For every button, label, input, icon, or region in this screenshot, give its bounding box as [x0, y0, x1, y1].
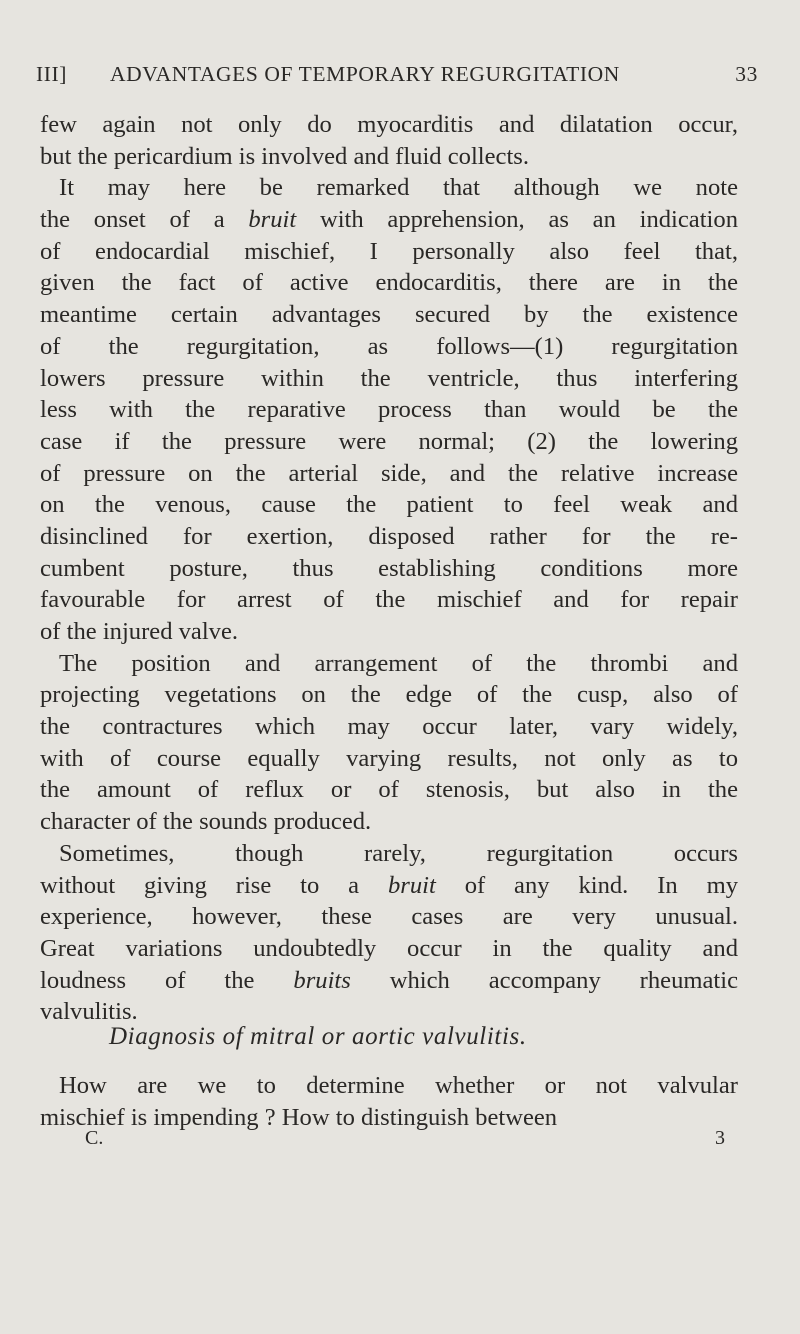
text-segment: few again not only do myocarditis and dilatation occur, — [40, 111, 738, 138]
text-line — [40, 933, 738, 965]
text-segment: with of course equally varying results, not only as to — [40, 744, 738, 772]
text-segment: without giving rise to a — [40, 871, 388, 899]
italic-term: bruit — [248, 206, 297, 234]
text-segment: cumbent posture, thus establishing conditions more — [40, 554, 738, 582]
text-line — [40, 584, 738, 616]
text-segment: How are we to determine whether or not valvular — [59, 1072, 738, 1099]
section-heading: Diagnosis of mitral or aortic valvulitis. — [109, 1023, 527, 1050]
text-line — [40, 965, 738, 997]
text-line — [40, 616, 738, 648]
text-segment: the amount of reflux or of stenosis, but also in the — [40, 776, 738, 804]
paragraph — [40, 838, 738, 1028]
text-line — [40, 743, 738, 775]
text-segment: the contractures which may occur later, vary widely, — [40, 713, 738, 741]
text-segment: loudness of the — [40, 966, 294, 994]
text-segment: experience, however, these cases are very unusual. — [40, 903, 738, 931]
paragraph — [40, 648, 738, 838]
text-segment: of the regurgitation, as follows—(1) regurgitation — [40, 332, 738, 360]
text-line — [40, 426, 738, 458]
text-line — [40, 870, 738, 902]
text-segment: character of the sounds produced. — [40, 808, 372, 836]
closing-paragraph — [40, 1070, 738, 1133]
text-segment: valvulitis. — [40, 998, 138, 1026]
text-segment: less with the reparative process than would be the — [40, 396, 738, 424]
chapter-marker: III] — [36, 62, 68, 86]
text-line — [40, 331, 738, 363]
text-segment: mischief is impending ? How to distinguish between — [40, 1103, 558, 1131]
text-segment: of any kind. In my — [435, 871, 738, 899]
text-segment: of the injured valve. — [40, 618, 239, 645]
text-segment: meantime certain advantages secured by the existence — [40, 301, 738, 329]
text-segment: disinclined for exertion, disposed rather for the re- — [40, 522, 738, 550]
text-line — [40, 1070, 738, 1102]
text-segment: which accompany rheumatic — [350, 966, 739, 994]
text-line — [40, 299, 738, 331]
text-segment: given the fact of active endocarditis, there are in the — [40, 269, 738, 297]
text-segment: projecting vegetations on the edge of the cusp, also of — [40, 681, 738, 709]
text-segment: case if the pressure were normal; (2) the lowering — [40, 427, 738, 455]
text-line — [40, 774, 738, 806]
text-line — [40, 711, 738, 743]
text-segment: on the venous, cause the patient to feel weak and — [40, 491, 738, 519]
text-segment: the onset of a — [40, 206, 249, 234]
text-line — [40, 648, 738, 680]
text-line — [40, 458, 738, 490]
text-line — [40, 204, 738, 236]
text-segment: lowers pressure within the ventricle, thus interfering — [40, 364, 738, 392]
text-line — [40, 553, 738, 585]
signature-mark: C. — [85, 1127, 104, 1149]
running-header — [36, 62, 758, 90]
text-segment: of endocardial mischief, I personally also feel that, — [40, 237, 738, 265]
text-line — [40, 363, 738, 395]
text-line — [40, 901, 738, 933]
paragraph — [40, 1070, 738, 1133]
text-line — [40, 267, 738, 299]
signature-number: 3 — [715, 1127, 725, 1149]
text-line — [40, 141, 738, 173]
running-title: ADVANTAGES OF TEMPORARY REGURGITATION — [110, 62, 620, 86]
text-segment: of pressure on the arterial side, and the relative increase — [40, 459, 738, 487]
text-segment: with apprehension, as an indication — [296, 206, 738, 234]
body-text — [40, 109, 738, 1028]
text-segment: Great variations undoubtedly occur in the quality and — [40, 934, 738, 962]
text-line — [40, 172, 738, 204]
text-line — [40, 679, 738, 711]
paragraph — [40, 172, 738, 647]
text-line — [40, 109, 738, 141]
text-segment: It may here be remarked that although we note — [59, 174, 738, 202]
italic-term: bruit — [387, 871, 436, 899]
paragraph — [40, 109, 738, 172]
text-segment: The position and arrangement of the thrombi and — [59, 649, 738, 677]
text-segment: Sometimes, though rarely, regurgitation occurs — [59, 839, 738, 867]
text-line — [40, 489, 738, 521]
text-line — [40, 236, 738, 268]
text-segment: favourable for arrest of the mischief and for repair — [40, 586, 738, 614]
text-line — [40, 394, 738, 426]
italic-term: bruits — [293, 966, 351, 994]
page-number: 33 — [735, 62, 758, 86]
text-line — [40, 1102, 738, 1134]
text-segment: but the pericardium is involved and fluid collects. — [40, 142, 530, 170]
text-line — [40, 521, 738, 553]
text-line — [40, 806, 738, 838]
text-line — [40, 838, 738, 870]
